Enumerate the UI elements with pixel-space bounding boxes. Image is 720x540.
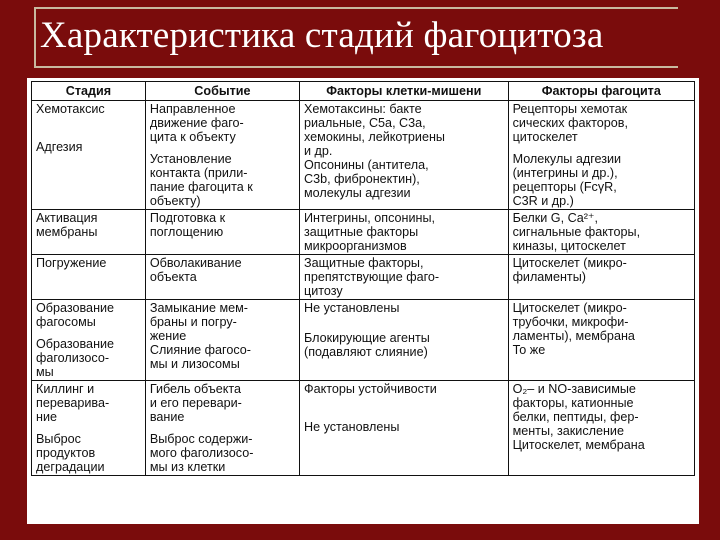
table-row (32, 255, 695, 300)
cell-line (304, 323, 504, 331)
cell-line: Гибель объекта (149, 382, 242, 396)
cell-line: сических факторов, (512, 116, 628, 130)
cell-line: мы и лизосомы (149, 357, 240, 371)
cell-line: O₂– и NO-зависимые (512, 382, 636, 396)
cell-line: киназы, цитоскелет (512, 239, 626, 253)
cell-line: Цитоскелет (микро- (512, 301, 627, 315)
cell-line: риальные, C5a, C3a, (304, 116, 426, 130)
cell-line: C3R и др.) (512, 194, 574, 208)
cell-line: пание фагоцита к (149, 180, 253, 194)
table-container (27, 78, 699, 524)
header-stage: Стадия (32, 82, 146, 101)
cell-phagocyte-factors (508, 101, 694, 210)
table-row (32, 210, 695, 255)
cell-line: объекту) (149, 194, 201, 208)
cell-line (304, 396, 504, 404)
cell-line: мы из клетки (149, 460, 226, 474)
cell-line: белки, пептиды, фер- (512, 410, 639, 424)
cell-line: Установление (149, 152, 232, 166)
cell-line: фаголизосо- (36, 351, 110, 365)
table-row (32, 101, 695, 210)
cell-line: молекулы адгезии (304, 186, 411, 200)
cell-line: Рецепторы хемотак (512, 102, 628, 116)
cell-line: Образование (36, 301, 115, 315)
cell-line: препятствующие фаго- (304, 270, 440, 284)
cell-phagocyte-factors (508, 381, 694, 476)
header-event: Событие (145, 82, 299, 101)
cell-line: и др. (304, 144, 333, 158)
table-row (32, 381, 695, 476)
cell-line (304, 412, 504, 420)
cell-line: контакта (прили- (149, 166, 248, 180)
cell-line: Цитоскелет, мембрана (512, 438, 645, 452)
cell-line: цитозу (304, 284, 343, 298)
cell-event (145, 210, 299, 255)
cell-line: Опсонины (антитела, (304, 158, 429, 172)
cell-line: движение фаго- (149, 116, 244, 130)
cell-line: Выброс (36, 432, 81, 446)
cell-line: Киллинг и (36, 382, 95, 396)
cell-line: цита к объекту (149, 130, 236, 144)
cell-line: ламенты), мембрана (512, 329, 635, 343)
cell-stage (32, 381, 146, 476)
cell-line: цитоскелет (512, 130, 578, 144)
cell-line: Факторы устойчивости (304, 382, 437, 396)
header-target-factors: Факторы клетки-мишени (300, 82, 509, 101)
cell-line: Белки G, Ca²⁺, (512, 211, 599, 225)
cell-line: Обволакивание (149, 256, 242, 270)
cell-line: Подготовка к (149, 211, 226, 225)
slide-title: Характеристика стадий фагоцитоза (40, 15, 604, 56)
cell-line: Слияние фагосо- (149, 343, 251, 357)
cell-line: фагосомы (36, 315, 96, 329)
cell-line: Не установлены (304, 420, 400, 434)
cell-line: Хемотаксис (36, 102, 105, 116)
cell-stage (32, 300, 146, 381)
cell-stage (32, 255, 146, 300)
cell-line (36, 424, 141, 432)
phagocytosis-stages-table (31, 81, 695, 476)
frame-underline (34, 66, 678, 68)
cell-line: сигнальные факторы, (512, 225, 641, 239)
cell-line: филаменты) (512, 270, 586, 284)
cell-line: Образование (36, 337, 115, 351)
cell-line: браны и погру- (149, 315, 237, 329)
cell-line: Защитные факторы, (304, 256, 424, 270)
cell-line: Адгезия (36, 140, 83, 154)
cell-line: Хемотаксины: бакте (304, 102, 422, 116)
cell-event (145, 300, 299, 381)
cell-line: хемокины, лейкотриены (304, 130, 445, 144)
cell-line: (интегрины и др.), (512, 166, 618, 180)
cell-line: продуктов (36, 446, 96, 460)
cell-line: объекта (149, 270, 197, 284)
cell-target-factors (300, 300, 509, 381)
cell-line (36, 329, 141, 337)
cell-line: мого фаголизосо- (149, 446, 254, 460)
cell-target-factors (300, 101, 509, 210)
cell-line: вание (149, 410, 185, 424)
cell-line: Интегрины, опсонины, (304, 211, 436, 225)
cell-target-factors (300, 381, 509, 476)
cell-line: жение (149, 329, 187, 343)
cell-line: Не установлены (304, 301, 400, 315)
cell-line: Направленное (149, 102, 236, 116)
cell-line: Молекулы адгезии (512, 152, 622, 166)
cell-event (145, 101, 299, 210)
cell-phagocyte-factors (508, 300, 694, 381)
cell-line: деградации (36, 460, 105, 474)
frame-top-line (34, 7, 678, 9)
header-phagocyte-factors: Факторы фагоцита (508, 82, 694, 101)
cell-phagocyte-factors (508, 255, 694, 300)
cell-line: мембраны (36, 225, 98, 239)
cell-line: Цитоскелет (микро- (512, 256, 627, 270)
cell-line (36, 124, 141, 132)
cell-line: микроорганизмов (304, 239, 407, 253)
table-row (32, 300, 695, 381)
cell-line (150, 144, 295, 152)
cell-line: факторы, катионные (512, 396, 634, 410)
cell-line: трубочки, микрофи- (512, 315, 629, 329)
cell-line: защитные факторы (304, 225, 419, 239)
table-header-row (32, 82, 695, 101)
cell-phagocyte-factors (508, 210, 694, 255)
cell-line: менты, закисление (512, 424, 624, 438)
cell-line (150, 424, 295, 432)
cell-line (304, 404, 504, 412)
frame-left-line (34, 7, 36, 67)
cell-line: Активация (36, 211, 98, 225)
cell-target-factors (300, 210, 509, 255)
cell-target-factors (300, 255, 509, 300)
cell-line (36, 116, 141, 124)
cell-line (304, 315, 504, 323)
cell-line: переварива- (36, 396, 110, 410)
cell-event (145, 381, 299, 476)
cell-line (513, 144, 690, 152)
cell-line: ние (36, 410, 57, 424)
cell-line: То же (512, 343, 546, 357)
cell-event (145, 255, 299, 300)
cell-line: мы (36, 365, 54, 379)
cell-line: Замыкание мем- (149, 301, 248, 315)
cell-line: поглощению (149, 225, 224, 239)
cell-line: Выброс содержи- (149, 432, 253, 446)
cell-line: C3b, фибронектин), (304, 172, 420, 186)
cell-line: Погружение (36, 256, 107, 270)
cell-line: рецепторы (FcγR, (512, 180, 617, 194)
cell-line: (подавляют слияние) (304, 345, 428, 359)
cell-line (36, 132, 141, 140)
cell-stage (32, 101, 146, 210)
cell-line: Блокирующие агенты (304, 331, 430, 345)
cell-stage (32, 210, 146, 255)
cell-line: и его перевари- (149, 396, 242, 410)
